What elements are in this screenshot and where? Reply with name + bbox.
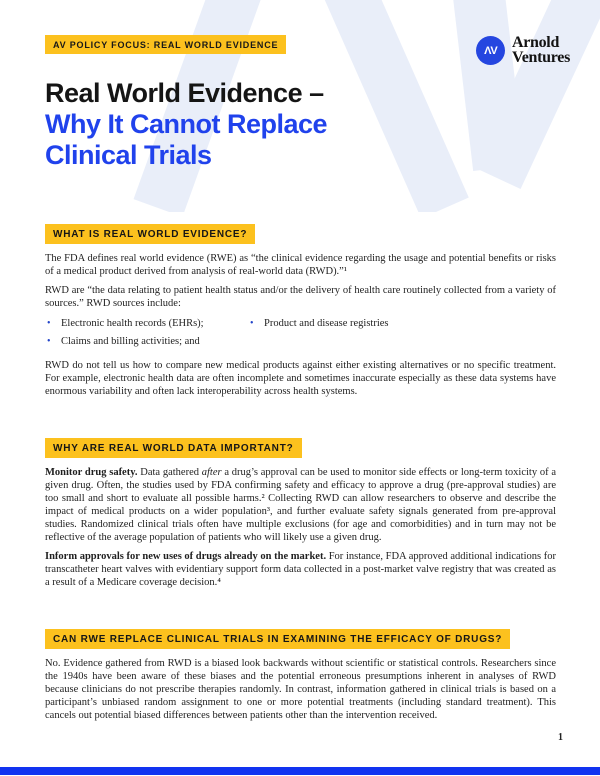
list-item-label: Product and disease registries [264, 318, 389, 329]
paragraph-fda-definition: The FDA defines real world evidence (RWE) as “the clinical evidence regarding the usage and potential benefits or risks of a medical product derived from analysis of real-world data (RWD).”¹ [45, 253, 556, 277]
section-why-important [45, 438, 556, 589]
section-heading-why-important: WHY ARE REAL WORLD DATA IMPORTANT? [45, 438, 302, 458]
paragraph-monitor-drug-safety: Monitor drug safety. Data gathered after a drug’s approval can be used to monitor side effects or long-term toxicity of a given drug. Often, the studies used by FDA confirming safety and efficacy to approve a drug (pre-approval studies) are too small and short to evaluate all possible harms.² Collecting RWD can allow researchers to observe and describe the impact of medical products on a wider population³, and further evaluate safety signals generated from pre-approval studies. Randomized clinical trials often have multiple exclusions (for age and comorbidities) and in turn may not be reflective of the average population of patients who will likely use a given drug. [45, 467, 556, 543]
rwd-sources-list [45, 317, 556, 353]
list-item-label: Electronic health records (EHRs); [61, 318, 204, 329]
policy-focus-tag: AV POLICY FOCUS: REAL WORLD EVIDENCE [45, 35, 286, 54]
document-body [45, 224, 556, 722]
logo-wordmark [512, 36, 570, 66]
bullet-column-1 [45, 317, 248, 353]
av-logo-icon: ΛV [476, 36, 505, 65]
list-item-label: Claims and billing activities; and [61, 336, 200, 347]
title-line-2: Why It Cannot Replace [45, 109, 328, 139]
bullet-icon: • [250, 318, 254, 329]
page-number: 1 [558, 732, 563, 743]
list-item [45, 317, 248, 330]
paragraph-rwd-limitations: RWD do not tell us how to compare new medical products against either existing alternatives or no specific treatment. For example, electronic health data are often incomplete and sometimes inaccurate especially as these data systems have enormous variability and often lack interoperability across health systems. [45, 360, 556, 397]
section-what-is-rwe [45, 224, 556, 398]
title-line-1: Real World Evidence – [45, 78, 324, 108]
page-title [45, 78, 327, 171]
list-item [248, 317, 389, 330]
arnold-ventures-logo [476, 36, 570, 66]
bullet-icon: • [47, 336, 51, 347]
section-heading-can-rwe-replace: CAN RWE REPLACE CLINICAL TRIALS IN EXAMINING THE EFFICACY OF DRUGS? [45, 629, 510, 649]
bullet-column-2 [248, 317, 389, 353]
paragraph-rwd-definition: RWD are “the data relating to patient health status and/or the delivery of health care routinely collected from a variety of sources.” RWD sources include: [45, 285, 556, 309]
list-item [45, 335, 248, 348]
title-line-3: Clinical Trials [45, 140, 212, 170]
section-can-rwe-replace [45, 629, 556, 722]
footer-accent-bar [0, 767, 600, 775]
paragraph-no-replacement: No. Evidence gathered from RWD is a biased look backwards without scientific or statistical controls. Researchers since the 1940s have been aware of these biases and the potential erroneous presumptions inherent in analyses of RWD because clinicians do not prescribe therapies randomly. In contrast, information gathered in clinical trials is based on a participant’s unbiased random assignment to one or more potential treatments (including standard treatment). This cancels out potential biased differences between patients other than the intervention received. [45, 658, 556, 721]
section-heading-what-is-rwe: WHAT IS REAL WORLD EVIDENCE? [45, 224, 255, 244]
paragraph-inform-approvals: Inform approvals for new uses of drugs already on the market. For instance, FDA approved additional indications for transcatheter heart valves with evidentiary support form data collected in a post-market valve registry that was created as a result of a Medicare coverage decision.⁴ [45, 551, 556, 588]
logo-wordmark-line2: Ventures [511, 48, 570, 66]
logo-wordmark-line1: Arnold [511, 34, 560, 51]
bullet-icon: • [47, 318, 51, 329]
